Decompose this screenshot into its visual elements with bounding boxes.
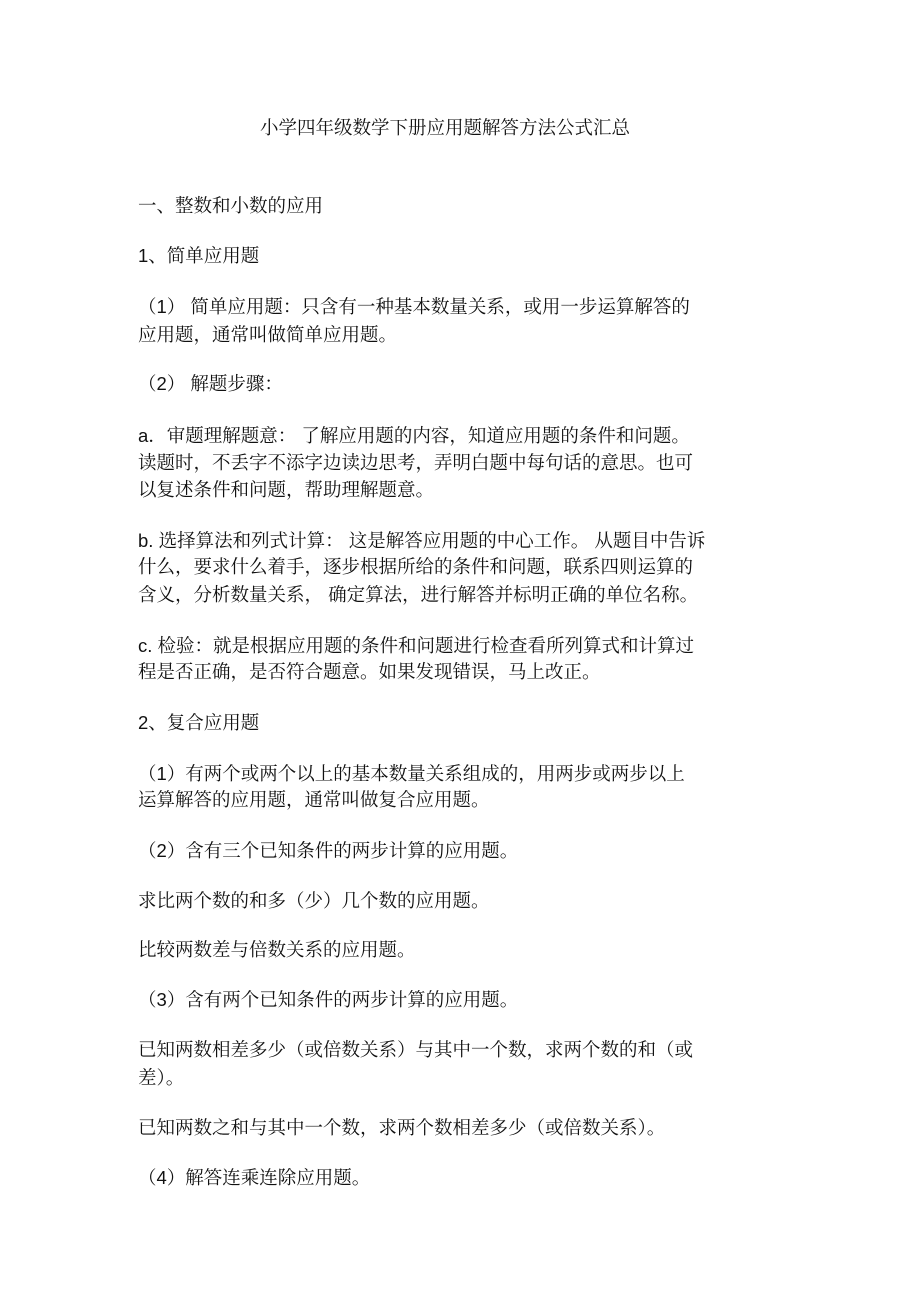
paragraph-line: 程是否正确，是否符合题意。如果发现错误，马上改正。 xyxy=(138,661,601,682)
paragraph-line: 含义，分析数量关系， 确定算法，进行解答并标明正确的单位名称。 xyxy=(138,584,699,605)
subsection-heading: 1、简单应用题 xyxy=(138,245,260,266)
section-heading: 一、整数和小数的应用 xyxy=(138,195,324,216)
subsection-heading: 2、复合应用题 xyxy=(138,712,260,733)
paragraph-line: （1）有两个或两个以上的基本数量关系组成的，用两步或两步以上 xyxy=(138,763,685,784)
paragraph-line: b. 选择算法和列式计算： 这是解答应用题的中心工作。 从题目中告诉 xyxy=(138,530,706,551)
paragraph-line: （2）含有三个已知条件的两步计算的应用题。 xyxy=(138,840,519,861)
paragraph-line: 什么，要求什么着手，逐步根据所给的条件和问题，联系四则运算的 xyxy=(138,556,694,577)
paragraph-line: 运算解答的应用题，通常叫做复合应用题。 xyxy=(138,789,490,810)
paragraph-line: c. 检验：就是根据应用题的条件和问题进行检查看所列算式和计算过 xyxy=(138,635,695,656)
paragraph-line: 应用题，通常叫做简单应用题。 xyxy=(138,324,398,345)
document-title: 小学四年级数学下册应用题解答方法公式汇总 xyxy=(259,117,630,138)
paragraph-line: 以复述条件和问题，帮助理解题意。 xyxy=(138,479,435,500)
paragraph-line: （4）解答连乘连除应用题。 xyxy=(138,1167,371,1188)
paragraph-line: 差）。 xyxy=(138,1067,185,1088)
paragraph-line: （2） 解题步骤： xyxy=(138,373,283,394)
paragraph-line: 比较两数差与倍数关系的应用题。 xyxy=(138,939,416,960)
paragraph-line: 求比两个数的和多（少）几个数的应用题。 xyxy=(138,890,490,911)
paragraph-line: 已知两数之和与其中一个数，求两个数相差多少（或倍数关系）。 xyxy=(138,1117,666,1138)
paragraph-line: 已知两数相差多少（或倍数关系）与其中一个数，求两个数的和（或 xyxy=(138,1039,694,1060)
paragraph-line: （3）含有两个已知条件的两步计算的应用题。 xyxy=(138,989,519,1010)
paragraph-line: （1） 简单应用题：只含有一种基本数量关系，或用一步运算解答的 xyxy=(138,296,690,317)
paragraph-line: a．审题理解题意： 了解应用题的内容，知道应用题的条件和问题。 xyxy=(138,425,690,446)
paragraph-line: 读题时，不丢字不添字边读边思考，弄明白题中每句话的意思。也可 xyxy=(138,452,694,473)
